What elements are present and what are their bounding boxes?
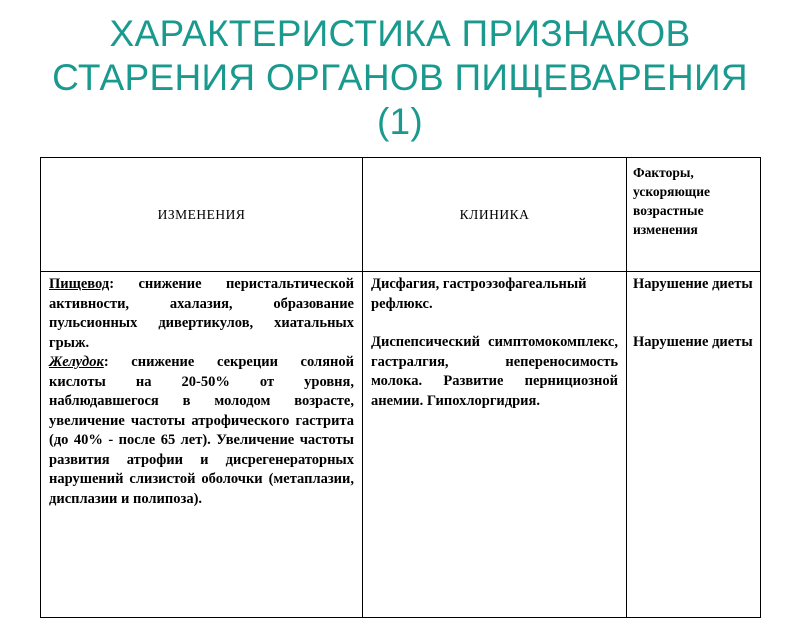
changes-stomach bbox=[49, 353, 354, 509]
esophagus-changes-text: : снижение перистальтической активности, ахалазия, образование пульсионных дивертикулов, хиатальных грыж. bbox=[49, 276, 354, 351]
clinic-stomach: Диспепсический симптомокомплекс, гастралгия, непереносимость молока. Развитие пернициозной анемии. Гипохлоргидрия. bbox=[371, 334, 618, 409]
header-factors-label: Факторы, ускоряющие возрастные изменения bbox=[633, 165, 710, 237]
stomach-term: Желудок bbox=[49, 354, 104, 370]
aging-digestive-table bbox=[40, 157, 761, 618]
stomach-changes-text: : снижение секреции соляной кислоты на 20-50% от уровня, наблюдавшегося в молодом возрасте, увеличение частоты атрофического гастрита (до 40% - после 65 лет). Увеличение частоты развития атрофии и дисрегенераторных нарушений слизистой оболочки (метаплазии, дисплазии и полипоза). bbox=[49, 354, 354, 507]
factors-stomach: Нарушение диеты bbox=[633, 333, 753, 350]
title-line-3: (1) bbox=[376, 101, 424, 142]
title-line-1: ХАРАКТЕРИСТИКА ПРИЗНАКОВ bbox=[109, 13, 691, 54]
header-changes bbox=[41, 158, 363, 272]
factors-cell bbox=[627, 272, 761, 618]
changes-cell bbox=[41, 272, 363, 618]
clinic-esophagus: Дисфагия, гастроэзофагеальный рефлюкс. bbox=[371, 276, 587, 312]
slide-title bbox=[0, 12, 800, 144]
header-clinic-label: КЛИНИКА bbox=[459, 206, 530, 222]
header-changes-label: ИЗМЕНЕНИЯ bbox=[157, 206, 246, 222]
changes-esophagus bbox=[49, 275, 354, 353]
clinic-cell bbox=[363, 272, 627, 618]
title-line-2: СТАРЕНИЯ ОРГАНОВ ПИЩЕВАРЕНИЯ bbox=[52, 57, 748, 98]
factors-esophagus: Нарушение диеты bbox=[633, 276, 753, 292]
header-factors bbox=[627, 158, 761, 272]
esophagus-term: Пищевод bbox=[49, 276, 110, 292]
header-clinic bbox=[363, 158, 627, 272]
